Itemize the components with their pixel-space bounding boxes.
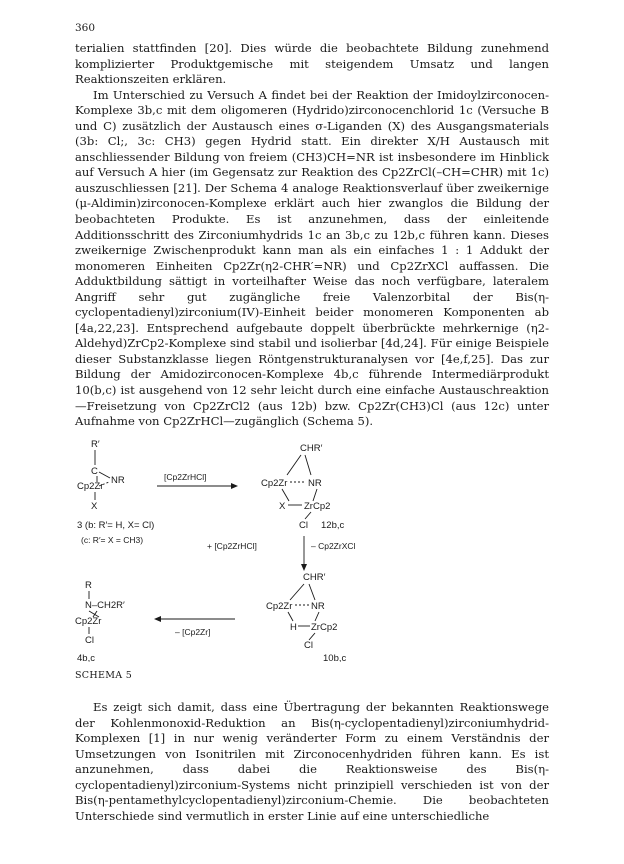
paragraph-1: terialien stattfinden [20]. Dies würde die beobachtete Bildung zunehmend komplizierter Produktgemische mit steigendem Umsatz und langen Reaktionszeiten erklären. [75, 41, 549, 87]
arrow-middle [207, 536, 356, 571]
reaction-scheme-5 [75, 437, 549, 662]
compound-3-alt: (c: R′= X = CH3) [81, 535, 144, 545]
compound-12-metal-label: Cp2Zr [261, 478, 288, 489]
arrow-top [157, 472, 238, 489]
compound-10-cl-label: Cl [304, 640, 313, 651]
compound-3 [77, 439, 154, 545]
compound-10-h-label: H [290, 622, 297, 633]
scheme-caption: SCHEMA 5 [75, 670, 133, 681]
compound-12-name: 12b,c [321, 520, 345, 531]
reagent-mid-right: – Cp2ZrXCl [311, 541, 356, 551]
reagent-top: [Cp2ZrHCl] [164, 472, 207, 482]
compound-3-metal-label: Cp2Zr [77, 481, 104, 492]
compound-4-n-label: N–CH2R′ [85, 600, 125, 611]
compound-4-name: 4b,c [77, 653, 95, 662]
compound-3-r-label: R′ [91, 439, 100, 450]
compound-10-name: 10b,c [323, 653, 347, 662]
arrow-bottom [154, 616, 235, 637]
compound-12-cl-label: Cl [299, 520, 308, 531]
compound-10-chr-label: CHR′ [303, 572, 326, 583]
compound-3-nr-label: NR [111, 475, 125, 486]
paragraph-2: Im Unterschied zu Versuch A findet bei der Reaktion der Imidoylzirconocen-Komplexe 3b,c mit dem oligomeren (Hydrido)zirconocenchlorid 1c (Versuche B und C) zusätzlich der Austausch eines σ-Liganden (X) des Ausgangsmaterials (3b: Cl;, 3c: CH3) gegen Hydrid statt. Ein direkter X/H Austausch mit anschliessender Bildung von freiem (CH3)CH=NR ist insbesondere im Hinblick auf Versuch A hier (im Gegensatz zur Reaktion des Cp2ZrCl(–CH=CHR) mit 1c) auszuschliessen [21]. Der Schema 4 analoge Reaktionsverlauf über zweikernige (μ-Aldimin)zirconocen-Komplexe erklärt auch hier zwanglos die Bildung der beobachteten Produkte. Es ist anzunehmen, dass der einleitende Additionsschritt des Zirconiumhydrids 1c an 3b,c zu 12b,c führen kann. Dieses zweikernige Zwischenprodukt kann man als ein einfaches 1 : 1 Addukt der monomeren Einheiten Cp2Zr(η2-CHR′=NR) und Cp2ZrXCl auffassen. Die Adduktbildung sättigt in vorteilhafter Weise das noch verfügbare, lateralem Angriff sehr gut zugängliche freie Valenzorbital der Bis(η-cyclopentadienyl)zirconium(IV)-Einheit beider monomeren Komponenten ab [4a,22,23]. Entsprechend aufgebaute doppelt überbrückte mehrkernige (η2-Aldehyd)ZrCp2-Komplexe sind stabil und isolierbar [4d,24]. Für einige Beispiele dieser Substanzklasse liegen Röntgenstrukturanalysen vor [4e,f,25]. Das zur Bildung der Amidozirconocen-Komplexe 4b,c führende Intermediärprodukt 10(b,c) ist ausgehend von 12 sehr leicht durch eine einfache Austauschreaktion—Freisetzung von Cp2ZrCl2 (aus 12b) bzw. Cp2Zr(CH3)Cl (aus 12c) unter Aufnahme von Cp2ZrHCl—zugänglich (Schema 5). [75, 87, 549, 429]
compound-12-x-label: X [279, 501, 286, 512]
compound-12-chr-label: CHR′ [300, 443, 323, 454]
compound-12-nr-label: NR [308, 478, 322, 489]
compound-4-r-label: R [85, 580, 92, 591]
body-text-bottom [75, 700, 549, 824]
compound-3-x-label: X [91, 501, 98, 512]
compound-4-cl-label: Cl [85, 635, 94, 646]
compound-4 [75, 580, 125, 662]
body-text-top [75, 41, 549, 430]
compound-10-metal-label: Cp2Zr [266, 601, 293, 612]
reagent-bottom: – [Cp2Zr] [175, 627, 211, 637]
compound-3-name: 3 (b: R′= H, X= Cl) [77, 520, 155, 531]
compound-10-nr-label: NR [311, 601, 325, 612]
page-number: 360 [75, 22, 96, 34]
paragraph-3: Es zeigt sich damit, dass eine Übertragung der bekannten Reaktionswege der Kohlenmonoxid-Reduktion an Bis(η-cyclopentadienyl)zirconiumhydrid-Komplexen [1] in nur wenig veränderter Form zu einem Verständnis der Umsetzungen von Isonitrilen mit Zirconocenhydriden führen kann. Es ist anzunehmen, dass dabei die Reaktionsweise des Bis(η-cyclopentadienyl)zirconium-Systems nicht prinzipiell verschieden ist von der Bis(η-pentamethylcyclopentadienyl)zirconium-Chemie. Die beobachteten Unterschiede sind vermutlich in erster Linie auf eine unterschiedliche [75, 700, 549, 823]
compound-4-metal-label: Cp2Zr [75, 616, 102, 627]
compound-10 [266, 572, 346, 662]
compound-10-zr2-label: ZrCp2 [311, 622, 338, 633]
scheme-drawing [75, 437, 549, 662]
compound-3-c-label: C [91, 466, 98, 477]
reagent-mid-left: + [Cp2ZrHCl] [207, 541, 257, 551]
compound-12 [261, 443, 344, 531]
compound-12-zr2-label: ZrCp2 [304, 501, 331, 512]
